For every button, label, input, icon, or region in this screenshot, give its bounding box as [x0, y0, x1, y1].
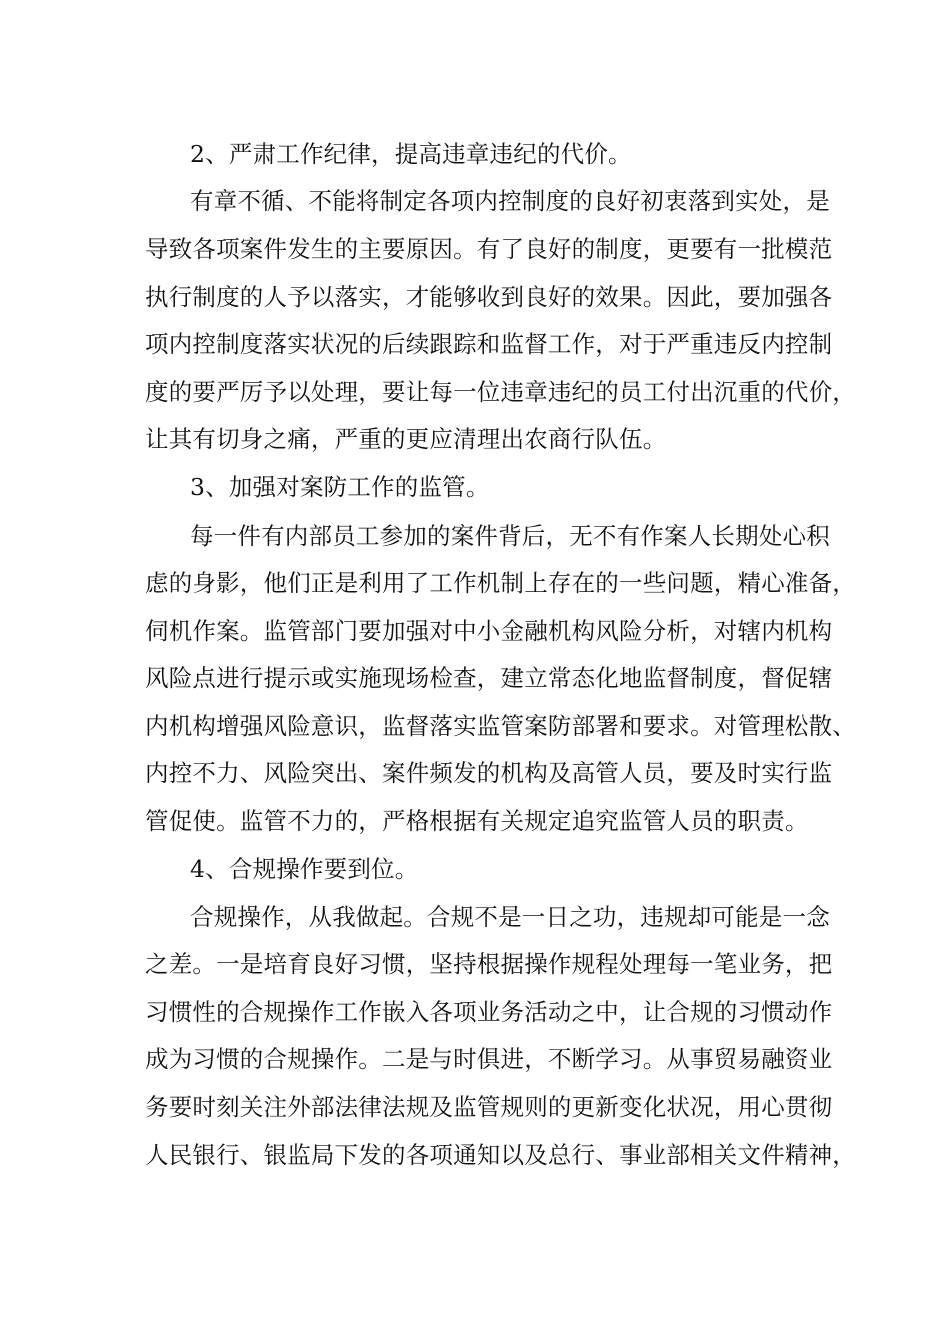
section-heading-3: 3、加强对案防工作的监管。: [190, 473, 490, 501]
paragraph-line: 习惯性的合规操作工作嵌入各项业务活动之中，让合规的习惯动作: [145, 998, 833, 1026]
paragraph-line: 内机构增强风险意识，监督落实监管案防部署和要求。对管理松散、: [145, 712, 856, 740]
section-heading-4: 4、合规操作要到位。: [190, 855, 419, 883]
paragraph-line: 内控不力、风险突出、案件频发的机构及高管人员，要及时实行监: [145, 759, 833, 787]
paragraph-line: 之差。一是培育良好习惯，坚持根据操作规程处理每一笔业务，把: [145, 950, 833, 978]
paragraph-line: 每一件有内部员工参加的案件背后，无不有作案人长期处心积: [190, 522, 830, 550]
paragraph-line: 项内控制度落实状况的后续跟踪和监督工作，对于严重违反内控制: [145, 330, 833, 358]
paragraph-line: 度的要严厉予以处理，要让每一位违章违纪的员工付出沉重的代价，: [145, 378, 856, 406]
paragraph-line: 有章不循、不能将制定各项内控制度的良好初衷落到实处，是: [190, 187, 830, 215]
paragraph-line: 伺机作案。监管部门要加强对中小金融机构风险分析，对辖内机构: [145, 617, 833, 645]
paragraph-line: 执行制度的人予以落实，才能够收到良好的效果。因此，要加强各: [145, 283, 833, 311]
paragraph-line: 风险点进行提示或实施现场检查，建立常态化地监督制度，督促辖: [145, 664, 833, 692]
paragraph-line: 务要时刻关注外部法律法规及监管规则的更新变化状况，用心贯彻: [145, 1093, 833, 1121]
paragraph-line: 成为习惯的合规操作。二是与时俱进，不断学习。从事贸易融资业: [145, 1045, 833, 1073]
paragraph-line: 导致各项案件发生的主要原因。有了良好的制度，更要有一批模范: [145, 235, 833, 263]
paragraph-line: 让其有切身之痛，严重的更应清理出农商行队伍。: [145, 425, 667, 453]
paragraph-line: 合规操作，从我做起。合规不是一日之功，违规却可能是一念: [190, 903, 830, 931]
paragraph-line: 管促使。监管不力的，严格根据有关规定追究监管人员的职责。: [145, 807, 809, 835]
paragraph-line: 虑的身影，他们正是利用了工作机制上存在的一些问题，精心准备，: [145, 569, 856, 597]
paragraph-line: 人民银行、银监局下发的各项通知以及总行、事业部相关文件精神，: [145, 1141, 856, 1169]
section-heading-2: 2、严肃工作纪律，提高违章违纪的代价。: [190, 140, 632, 168]
